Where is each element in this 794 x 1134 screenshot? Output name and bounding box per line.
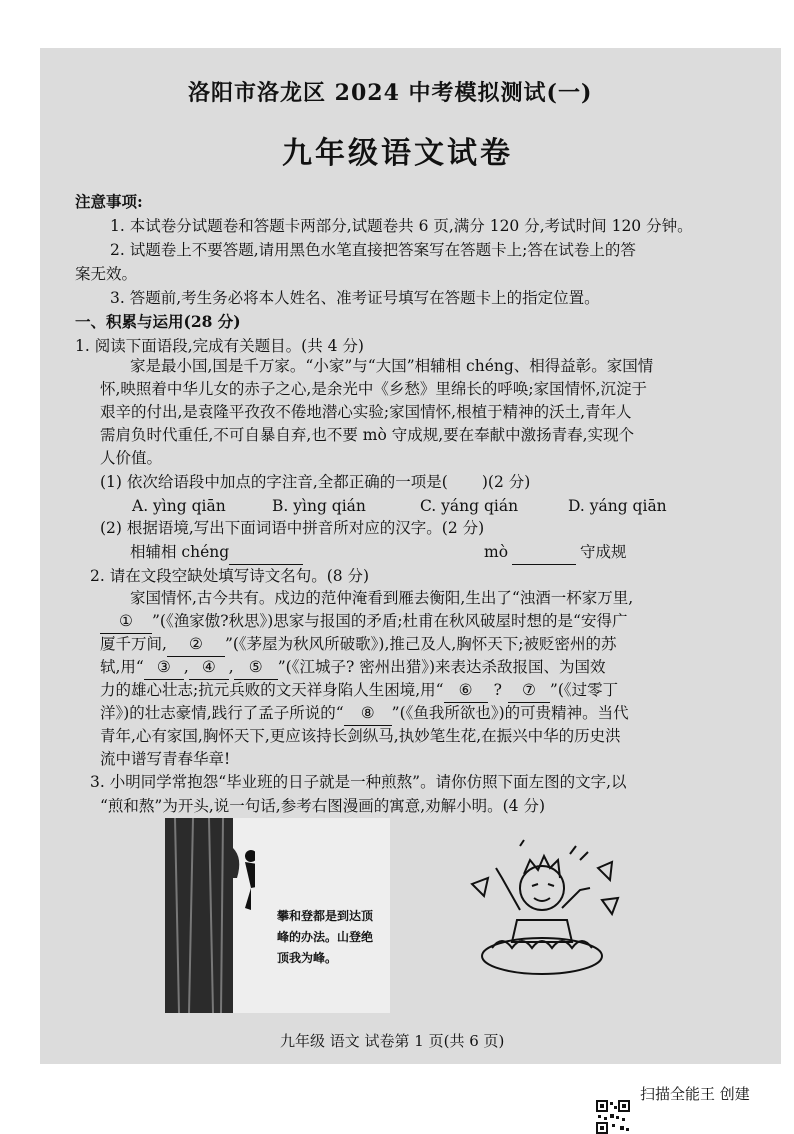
word-item-2 [484,540,627,565]
blank-5[interactable]: ⑤ [234,655,278,680]
q2-text: 厦千万间, [100,635,167,653]
option-a: A. yìng qiān [132,497,226,515]
word-1-label: 相辅相 chéng [130,543,230,561]
word-2-rest: 守成规 [580,543,627,561]
blank-3[interactable]: ③ [144,655,184,680]
q2-text: ”(《渔家傲?秋思》)思家与报国的矛盾;杜甫在秋风破屋时想的是“安得广 [152,612,628,630]
climber-picture [165,818,390,1013]
q2-line [100,678,618,703]
answer-blank[interactable] [512,540,576,565]
blank-6[interactable]: ⑥ [444,678,488,703]
question-1-stem: 1. 阅读下面语段,完成有关题目。(共 4 分) [75,337,364,355]
option-c: C. yáng qián [420,497,519,515]
word-2-pinyin: mò [484,543,509,561]
notes-heading: 注意事项: [75,192,143,211]
q2-line [100,632,617,657]
note-item-3: 3. 答题前,考生务必将本人姓名、准考证号填写在答题卡上的指定位置。 [110,289,600,307]
q2-line: 家国情怀,古今共有。戍边的范仲淹看到雁去衡阳,生出了“浊酒一杯家万里, [130,589,634,607]
option-b: B. yìng qián [272,497,366,515]
q2-text: ”(《茅屋为秋风所破歌》),推己及人,胸怀天下;被贬密州的苏 [224,635,617,653]
blank-4[interactable]: ④ [189,655,229,680]
paper-subtitle: 九年级语文试卷 [282,136,513,171]
subquestion-1 [100,470,530,494]
blank-7[interactable]: ⑦ [508,678,550,703]
q2-text: ? [493,681,502,699]
question-3-stem-cont: “煎和熬”为开头,说一句话,参考右图漫画的寓意,劝解小明。(4 分) [100,797,546,815]
subquestion-2: (2) 根据语境,写出下面词语中拼音所对应的汉字。(2 分) [100,519,485,537]
cartoon-image [462,838,627,988]
q2-line: 流中谱写青春华章! [100,750,231,768]
q2-text: 轼,用“ [100,658,144,676]
q2-text: 力的雄心壮志;抗元兵败的文天祥身陷人生困境,用“ [100,681,444,699]
q2-text: ”(《鱼我所欲也》)的可贵精神。当代 [391,704,629,722]
q2-text: 洋》)的壮志豪情,践行了孟子所说的“ [100,704,344,722]
q2-text: ”(《江城子? 密州出猎》)来表达杀敌报国、为国效 [277,658,606,676]
qr-code-icon [596,1100,630,1134]
passage-line: 需肩负时代重任,不可自暴自弃,也不要 mò 守成规,要在奉献中激扬青春,实现个 [100,426,635,444]
q2-line: 青年,心有家国,胸怀天下,更应该持长剑纵马,执妙笔生花,在振兴中华的历史洪 [100,727,621,745]
blank-1[interactable]: ① [100,609,152,634]
question-2-stem: 2. 请在文段空缺处填写诗文名句。(8 分) [90,567,370,585]
option-d: D. yáng qiān [568,497,667,515]
passage-line: 家是最小国,国是千万家。“小家”与“大国”相辅相 chéng、相得益彰。家国情 [130,357,654,375]
q2-text: ”(《过零丁 [549,681,619,699]
passage-line: 艰辛的付出,是袁隆平孜孜不倦地潜心实验;家国情怀,根植于精神的沃土,青年人 [100,403,632,421]
passage-line: 怀,映照着中华儿女的赤子之心,是余光中《乡愁》里绵长的呼唤;家国情怀,沉淀于 [100,380,648,398]
section-heading: 一、积累与运用(28 分) [75,312,241,331]
q2-line [100,701,629,726]
subquestion-1-points: )(2 分) [481,473,531,491]
word-item-1 [130,540,303,565]
note-item-1: 1. 本试卷分试题卷和答题卡两部分,试题卷共 6 页,满分 120 分,考试时间 120 分钟。 [110,217,693,235]
passage-line: 人价值。 [100,449,163,467]
blank-8[interactable]: ⑧ [344,701,392,726]
q2-line: 轼,用“ ③ , ④ , ⑤ ”(《江城子? 密州出猎》)来表达杀敌报国、为国效 [100,655,606,680]
tree-trunk-image [165,818,255,1013]
question-3-stem: 3. 小明同学常抱怨“毕业班的日子就是一种煎熬”。请你仿照下面左图的文字,以 [90,773,627,791]
blank-2[interactable]: ② [167,632,225,657]
exam-title: 洛阳市洛龙区 2024 中考模拟测试(一) [188,80,593,106]
q2-line [100,609,627,634]
subquestion-1-text: (1) 依次给语段中加点的字注音,全都正确的一项是( [100,473,448,491]
page-footer: 九年级 语文 试卷第 1 页(共 6 页) [280,1032,505,1050]
scanner-watermark: 扫描全能王 创建 [640,1085,750,1103]
note-item-2: 2. 试题卷上不要答题,请用黑色水笔直接把答案写在答题卡上;答在试卷上的答 [110,241,636,259]
note-item-2-cont: 案无效。 [75,265,138,283]
picture-caption: 攀和登都是到达顶峰的办法。山登绝顶我为峰。 [277,909,374,965]
answer-blank[interactable] [229,540,303,565]
